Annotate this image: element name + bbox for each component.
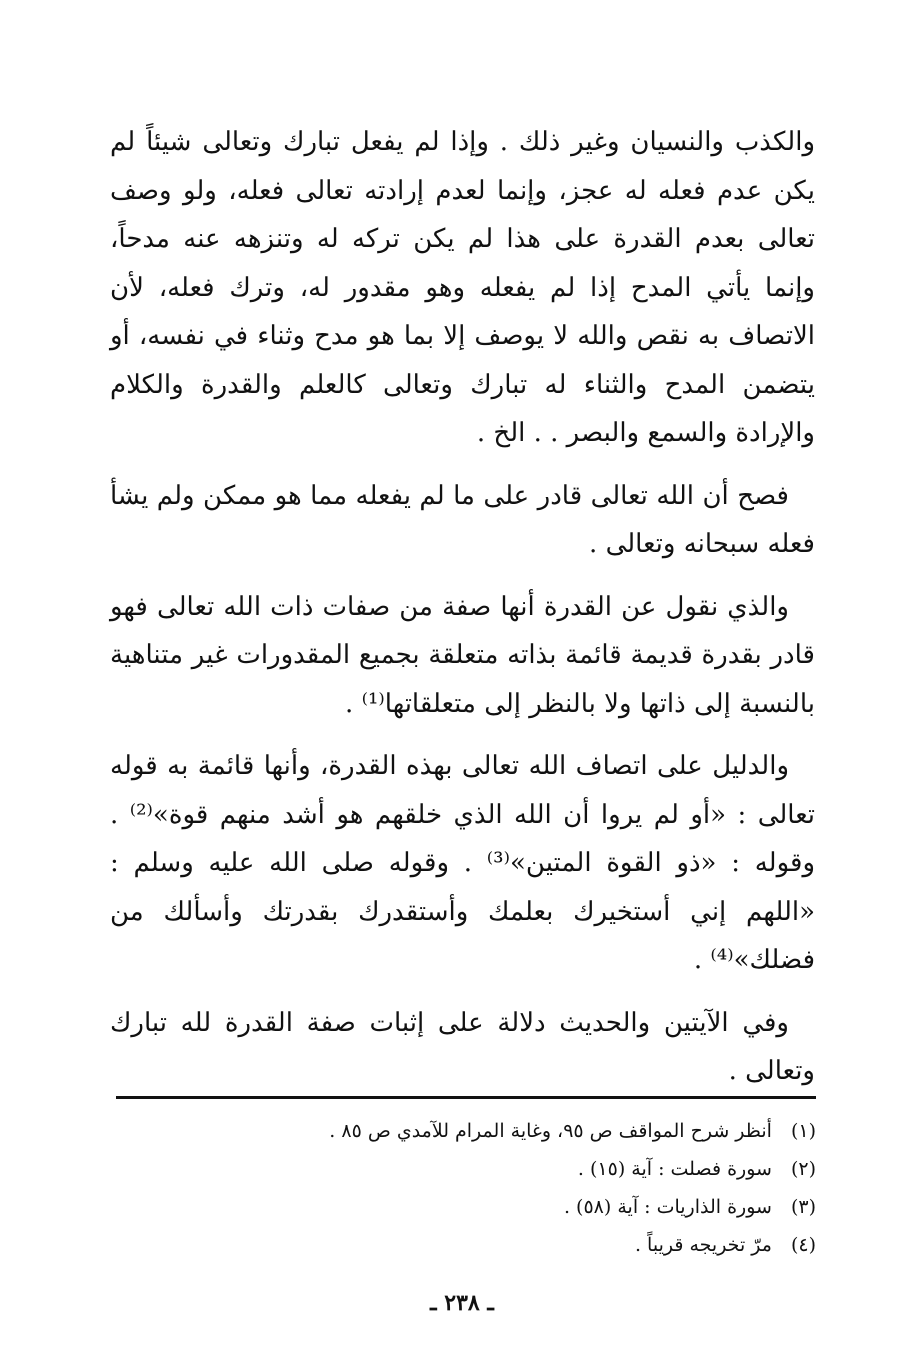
paragraph-3: والذي نقول عن القدرة أنها صفة من صفات ذات الله تعالى فهو قادر بقدرة قديمة قائمة بذاته متعلقة بجميع المقدورات غير متناهية بالنسبة إلى ذاتها ولا بالنظر إلى متعلقاتها⁽¹⁾ . <box>110 591 815 719</box>
paragraph-2: فصح أن الله تعالى قادر على ما لم يفعله مما هو ممكن ولم يشأ فعله سبحانه وتعالى . <box>110 480 815 559</box>
footnote-number: (٣) <box>790 1196 816 1218</box>
footnotes <box>116 1112 816 1264</box>
footnote-text: مرّ تخريجه قريباً . <box>634 1234 772 1256</box>
footnote-text: سورة فصلت : آية (١٥) . <box>577 1158 772 1180</box>
page-number: ـ ٢٣٨ ـ <box>430 1290 494 1316</box>
footnote-text: سورة الذاريات : آية (٥٨) . <box>563 1196 772 1218</box>
footnote-4 <box>116 1226 816 1264</box>
paragraph-5: وفي الآيتين والحديث دلالة على إثبات صفة القدرة لله تبارك وتعالى . <box>110 1007 815 1086</box>
footnote-number: (١) <box>790 1120 816 1142</box>
footnote-3 <box>116 1188 816 1226</box>
paragraph-4: والدليل على اتصاف الله تعالى بهذه القدرة، وأنها قائمة به قوله تعالى : «أو لم يروا أن الله الذي خلقهم هو أشد منهم قوة»⁽²⁾ . وقوله : «ذو القوة المتين»⁽³⁾ . وقوله صلى الله عليه وسلم : «اللهم إني أستخيرك بعلمك وأستقدرك بقدرتك وأسألك من فضلك»⁽⁴⁾ . <box>110 751 815 975</box>
footnote-separator <box>116 1096 816 1099</box>
main-text <box>110 118 815 1096</box>
footnote-2 <box>116 1150 816 1188</box>
footnote-text: أنظر شرح المواقف ص ٩٥، وغاية المرام للآمدي ص ٨٥ . <box>329 1120 772 1142</box>
paragraph-1: والكذب والنسيان وغير ذلك . وإذا لم يفعل تبارك وتعالى شيئاً لم يكن عدم فعله له عجز، وإنما لعدم إرادته تعالى فعله، ولو وصف تعالى بعدم القدرة على هذا لم يكن تركه له وتنزهه عنه مدحاً، وإنما يأتي المدح إذا لم يفعله وهو مقدور له، وترك فعله، لأن الاتصاف به نقص والله لا يوصف إلا بما هو مدح وثناء في نفسه، أو يتضمن المدح والثناء له تبارك وتعالى كالعلم والقدرة والكلام والإرادة والسمع والبصر . . الخ . <box>110 127 815 448</box>
footnote-number: (٤) <box>790 1234 816 1256</box>
footnote-1 <box>116 1112 816 1150</box>
footnote-number: (٢) <box>790 1158 816 1180</box>
